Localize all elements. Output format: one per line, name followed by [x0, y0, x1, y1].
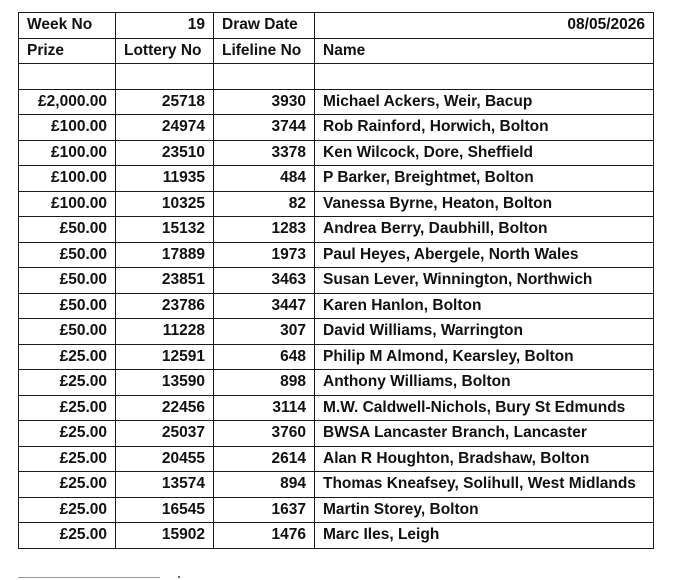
lottery-no-cell: 24974: [116, 115, 214, 141]
lottery-no-cell: 16545: [116, 497, 214, 523]
lifeline-no-cell: 3114: [214, 395, 315, 421]
lifeline-no-cell: 3930: [214, 89, 315, 115]
lifeline-no-cell: 894: [214, 472, 315, 498]
prize-cell: £2,000.00: [19, 89, 116, 115]
winner-name-cell: Paul Heyes, Abergele, North Wales: [315, 242, 654, 268]
blank-cell: [116, 64, 214, 90]
lottery-no-cell: 11935: [116, 166, 214, 192]
winner-row: [19, 140, 654, 166]
prize-cell: £25.00: [19, 421, 116, 447]
winner-name-cell: Alan R Houghton, Bradshaw, Bolton: [315, 446, 654, 472]
winner-row: [19, 293, 654, 319]
winner-row: [19, 446, 654, 472]
winner-name-cell: Karen Hanlon, Bolton: [315, 293, 654, 319]
lifeline-no-cell: 3378: [214, 140, 315, 166]
prize-cell: £50.00: [19, 268, 116, 294]
lottery-no-cell: 20455: [116, 446, 214, 472]
winner-row: [19, 421, 654, 447]
lifeline-no-cell: 1283: [214, 217, 315, 243]
prize-cell: £25.00: [19, 344, 116, 370]
lottery-no-cell: 25037: [116, 421, 214, 447]
prize-cell: £25.00: [19, 523, 116, 549]
column-header-lifeline-no: Lifeline No: [214, 38, 315, 64]
lifeline-no-cell: 2614: [214, 446, 315, 472]
winner-name-cell: Andrea Berry, Daubhill, Bolton: [315, 217, 654, 243]
lottery-no-cell: 25718: [116, 89, 214, 115]
prize-cell: £50.00: [19, 293, 116, 319]
lifeline-no-cell: 3447: [214, 293, 315, 319]
winner-row: [19, 523, 654, 549]
winner-row: [19, 166, 654, 192]
winner-row: [19, 344, 654, 370]
lottery-no-cell: 17889: [116, 242, 214, 268]
winner-name-cell: P Barker, Breightmet, Bolton: [315, 166, 654, 192]
lottery-no-cell: 22456: [116, 395, 214, 421]
lottery-no-cell: 13574: [116, 472, 214, 498]
prize-cell: £25.00: [19, 472, 116, 498]
header-row-week: [19, 13, 654, 39]
winner-row: [19, 115, 654, 141]
winner-name-cell: David Williams, Warrington: [315, 319, 654, 345]
prize-cell: £100.00: [19, 140, 116, 166]
winner-row: [19, 472, 654, 498]
winner-name-cell: Ken Wilcock, Dore, Sheffield: [315, 140, 654, 166]
winner-row: [19, 191, 654, 217]
column-header-name: Name: [315, 38, 654, 64]
lottery-no-cell: 13590: [116, 370, 214, 396]
winner-name-cell: Philip M Almond, Kearsley, Bolton: [315, 344, 654, 370]
lottery-no-cell: 23510: [116, 140, 214, 166]
prize-cell: £25.00: [19, 395, 116, 421]
blank-cell: [315, 64, 654, 90]
lifeline-no-cell: 3744: [214, 115, 315, 141]
prize-cell: £25.00: [19, 446, 116, 472]
winner-row: [19, 242, 654, 268]
lottery-results-table: [18, 12, 654, 549]
winner-row: [19, 217, 654, 243]
blank-cell: [214, 64, 315, 90]
winner-name-cell: Anthony Williams, Bolton: [315, 370, 654, 396]
winner-name-cell: M.W. Caldwell-Nichols, Bury St Edmunds: [315, 395, 654, 421]
prize-cell: £100.00: [19, 191, 116, 217]
lottery-no-cell: 15902: [116, 523, 214, 549]
lifeline-no-cell: 3463: [214, 268, 315, 294]
bottom-mark: [178, 576, 180, 578]
prize-cell: £50.00: [19, 319, 116, 345]
winner-name-cell: Vanessa Byrne, Heaton, Bolton: [315, 191, 654, 217]
blank-cell: [19, 64, 116, 90]
winner-row: [19, 497, 654, 523]
column-header-prize: Prize: [19, 38, 116, 64]
winner-name-cell: Susan Lever, Winnington, Northwich: [315, 268, 654, 294]
lifeline-no-cell: 82: [214, 191, 315, 217]
winner-row: [19, 268, 654, 294]
lifeline-no-cell: 484: [214, 166, 315, 192]
lifeline-no-cell: 648: [214, 344, 315, 370]
lottery-no-cell: 23786: [116, 293, 214, 319]
draw-date-value: 08/05/2026: [315, 13, 654, 39]
lifeline-no-cell: 898: [214, 370, 315, 396]
results-body: [19, 13, 654, 549]
week-value: 19: [116, 13, 214, 39]
prize-cell: £100.00: [19, 115, 116, 141]
winner-name-cell: Thomas Kneafsey, Solihull, West Midlands: [315, 472, 654, 498]
lottery-no-cell: 15132: [116, 217, 214, 243]
lottery-no-cell: 10325: [116, 191, 214, 217]
winner-row: [19, 370, 654, 396]
draw-date-label: Draw Date: [214, 13, 315, 39]
bottom-divider: [18, 577, 160, 578]
prize-cell: £50.00: [19, 242, 116, 268]
lifeline-no-cell: 1637: [214, 497, 315, 523]
prize-cell: £25.00: [19, 370, 116, 396]
winner-name-cell: Rob Rainford, Horwich, Bolton: [315, 115, 654, 141]
lifeline-no-cell: 1973: [214, 242, 315, 268]
winner-row: [19, 395, 654, 421]
winner-name-cell: Martin Storey, Bolton: [315, 497, 654, 523]
prize-cell: £50.00: [19, 217, 116, 243]
winner-row: [19, 319, 654, 345]
blank-row: [19, 64, 654, 90]
winner-row: [19, 89, 654, 115]
lifeline-no-cell: 1476: [214, 523, 315, 549]
column-header-row: [19, 38, 654, 64]
column-header-lottery-no: Lottery No: [116, 38, 214, 64]
winner-name-cell: Michael Ackers, Weir, Bacup: [315, 89, 654, 115]
prize-cell: £100.00: [19, 166, 116, 192]
week-label: Week No: [19, 13, 116, 39]
winner-name-cell: Marc Iles, Leigh: [315, 523, 654, 549]
winner-name-cell: BWSA Lancaster Branch, Lancaster: [315, 421, 654, 447]
lottery-no-cell: 23851: [116, 268, 214, 294]
lottery-no-cell: 11228: [116, 319, 214, 345]
lifeline-no-cell: 3760: [214, 421, 315, 447]
prize-cell: £25.00: [19, 497, 116, 523]
lottery-no-cell: 12591: [116, 344, 214, 370]
lifeline-no-cell: 307: [214, 319, 315, 345]
